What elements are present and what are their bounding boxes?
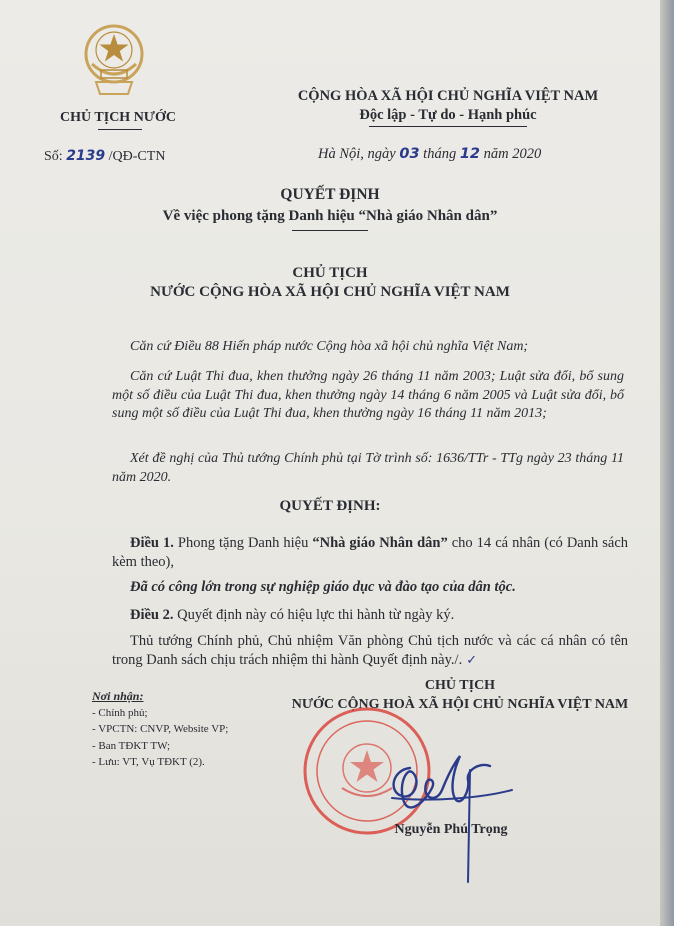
agency-underline: [98, 129, 142, 130]
recipient-item: - Ban TĐKT TW;: [92, 739, 171, 752]
execution-text: Thủ tướng Chính phủ, Chủ nhiệm Văn phòng Chủ tịch nước và các cá nhân có tên trong Danh sách chịu trách nhiệm thi hành Quyết định này./.: [112, 633, 628, 668]
article-1: [112, 534, 628, 572]
recipients-heading: Nơi nhận:: [92, 689, 144, 703]
article-1-label: Điều 1.: [130, 535, 174, 551]
recipient-item: - VPCTN: CNVP, Website VP;: [92, 723, 229, 735]
date-day: 03: [399, 146, 420, 162]
number-prefix: Số:: [44, 149, 63, 164]
date-month: 12: [459, 146, 481, 162]
national-motto: Độc lập - Tự do - Hạnh phúc: [359, 107, 537, 123]
document-title: QUYẾT ĐỊNH: [280, 186, 380, 203]
country-name: CỘNG HÒA XÃ HỘI CHỦ NGHĨA VIỆT NAM: [297, 88, 599, 104]
article-2-label: Điều 2.: [130, 607, 174, 623]
article-2: [112, 606, 628, 625]
agency-name: CHỦ TỊCH NƯỚC: [60, 110, 176, 125]
initial-mark: ✓: [466, 653, 478, 668]
recipients-block: [92, 688, 228, 771]
issue-date: [318, 146, 541, 163]
date-place: Hà Nội, ngày: [318, 146, 396, 162]
signature-title-line2: NƯỚC CỘNG HOÀ XÃ HỘI CHỦ NGHĨA VIỆT NAM: [291, 697, 629, 712]
country-header: [258, 88, 638, 127]
issuer-title: [0, 264, 660, 302]
execution-clause: [112, 632, 628, 670]
article-1-text-after: cho 14 cá nhân (có Danh sách kèm theo),: [112, 535, 629, 570]
recipient-item: - Lưu: VT, Vụ TĐKT (2).: [92, 756, 205, 768]
signature-title-line1: CHỦ TỊCH: [424, 678, 496, 693]
number-suffix: /QĐ-CTN: [108, 149, 166, 164]
motto-underline: [369, 126, 527, 127]
recipient-item: - Chính phủ;: [92, 706, 148, 719]
preamble-proposal: Xét đề nghị của Thủ tướng Chính phủ tại Tờ trình số: 1636/TTr - TTg ngày 23 tháng 11 năm 2020.: [112, 451, 624, 485]
article-1-title: “Nhà giáo Nhân dân”: [312, 535, 448, 551]
issuer-line2: NƯỚC CỘNG HÒA XÃ HỘI CHỦ NGHĨA VIỆT NAM: [150, 284, 510, 300]
preamble-constitution: Căn cứ Điều 88 Hiến pháp nước Cộng hòa xã hội chủ nghĩa Việt Nam;: [130, 339, 529, 354]
document-subject: [0, 208, 660, 231]
signature-icon: [352, 740, 522, 890]
subject-text: Về việc phong tặng Danh hiệu “Nhà giáo Nhân dân”: [162, 208, 498, 224]
date-year: năm 2020: [483, 146, 542, 162]
document-number: [44, 148, 165, 165]
number-handwritten: 2139: [66, 148, 106, 164]
subject-underline: [292, 230, 368, 231]
issuer-line1: CHỦ TỊCH: [292, 265, 368, 281]
signer-name: Nguyễn Phú Trọng: [394, 822, 508, 837]
national-emblem-icon: [82, 20, 146, 104]
decision-heading: QUYẾT ĐỊNH:: [279, 498, 381, 514]
page-edge-shadow: [660, 0, 674, 926]
preamble-law: Căn cứ Luật Thi đua, khen thưởng ngày 26 tháng 11 năm 2003; Luật sửa đổi, bổ sung một số điều của Luật Thi đua, khen thưởng ngày 14 tháng 6 năm 2005 và Luật sửa đổi, bổ sung một số điều của Luật Thi đua, khen thưởng ngày 16 tháng 11 năm 2013;: [112, 369, 624, 421]
agency-header: [32, 110, 204, 126]
article-2-text: Quyết định này có hiệu lực thi hành từ ngày ký.: [177, 607, 455, 623]
article-1-reason: Đã có công lớn trong sự nghiệp giáo dục và đào tạo của dân tộc.: [130, 579, 516, 595]
article-1-text-before: Phong tặng Danh hiệu: [177, 535, 309, 551]
date-month-label: tháng: [423, 146, 457, 162]
